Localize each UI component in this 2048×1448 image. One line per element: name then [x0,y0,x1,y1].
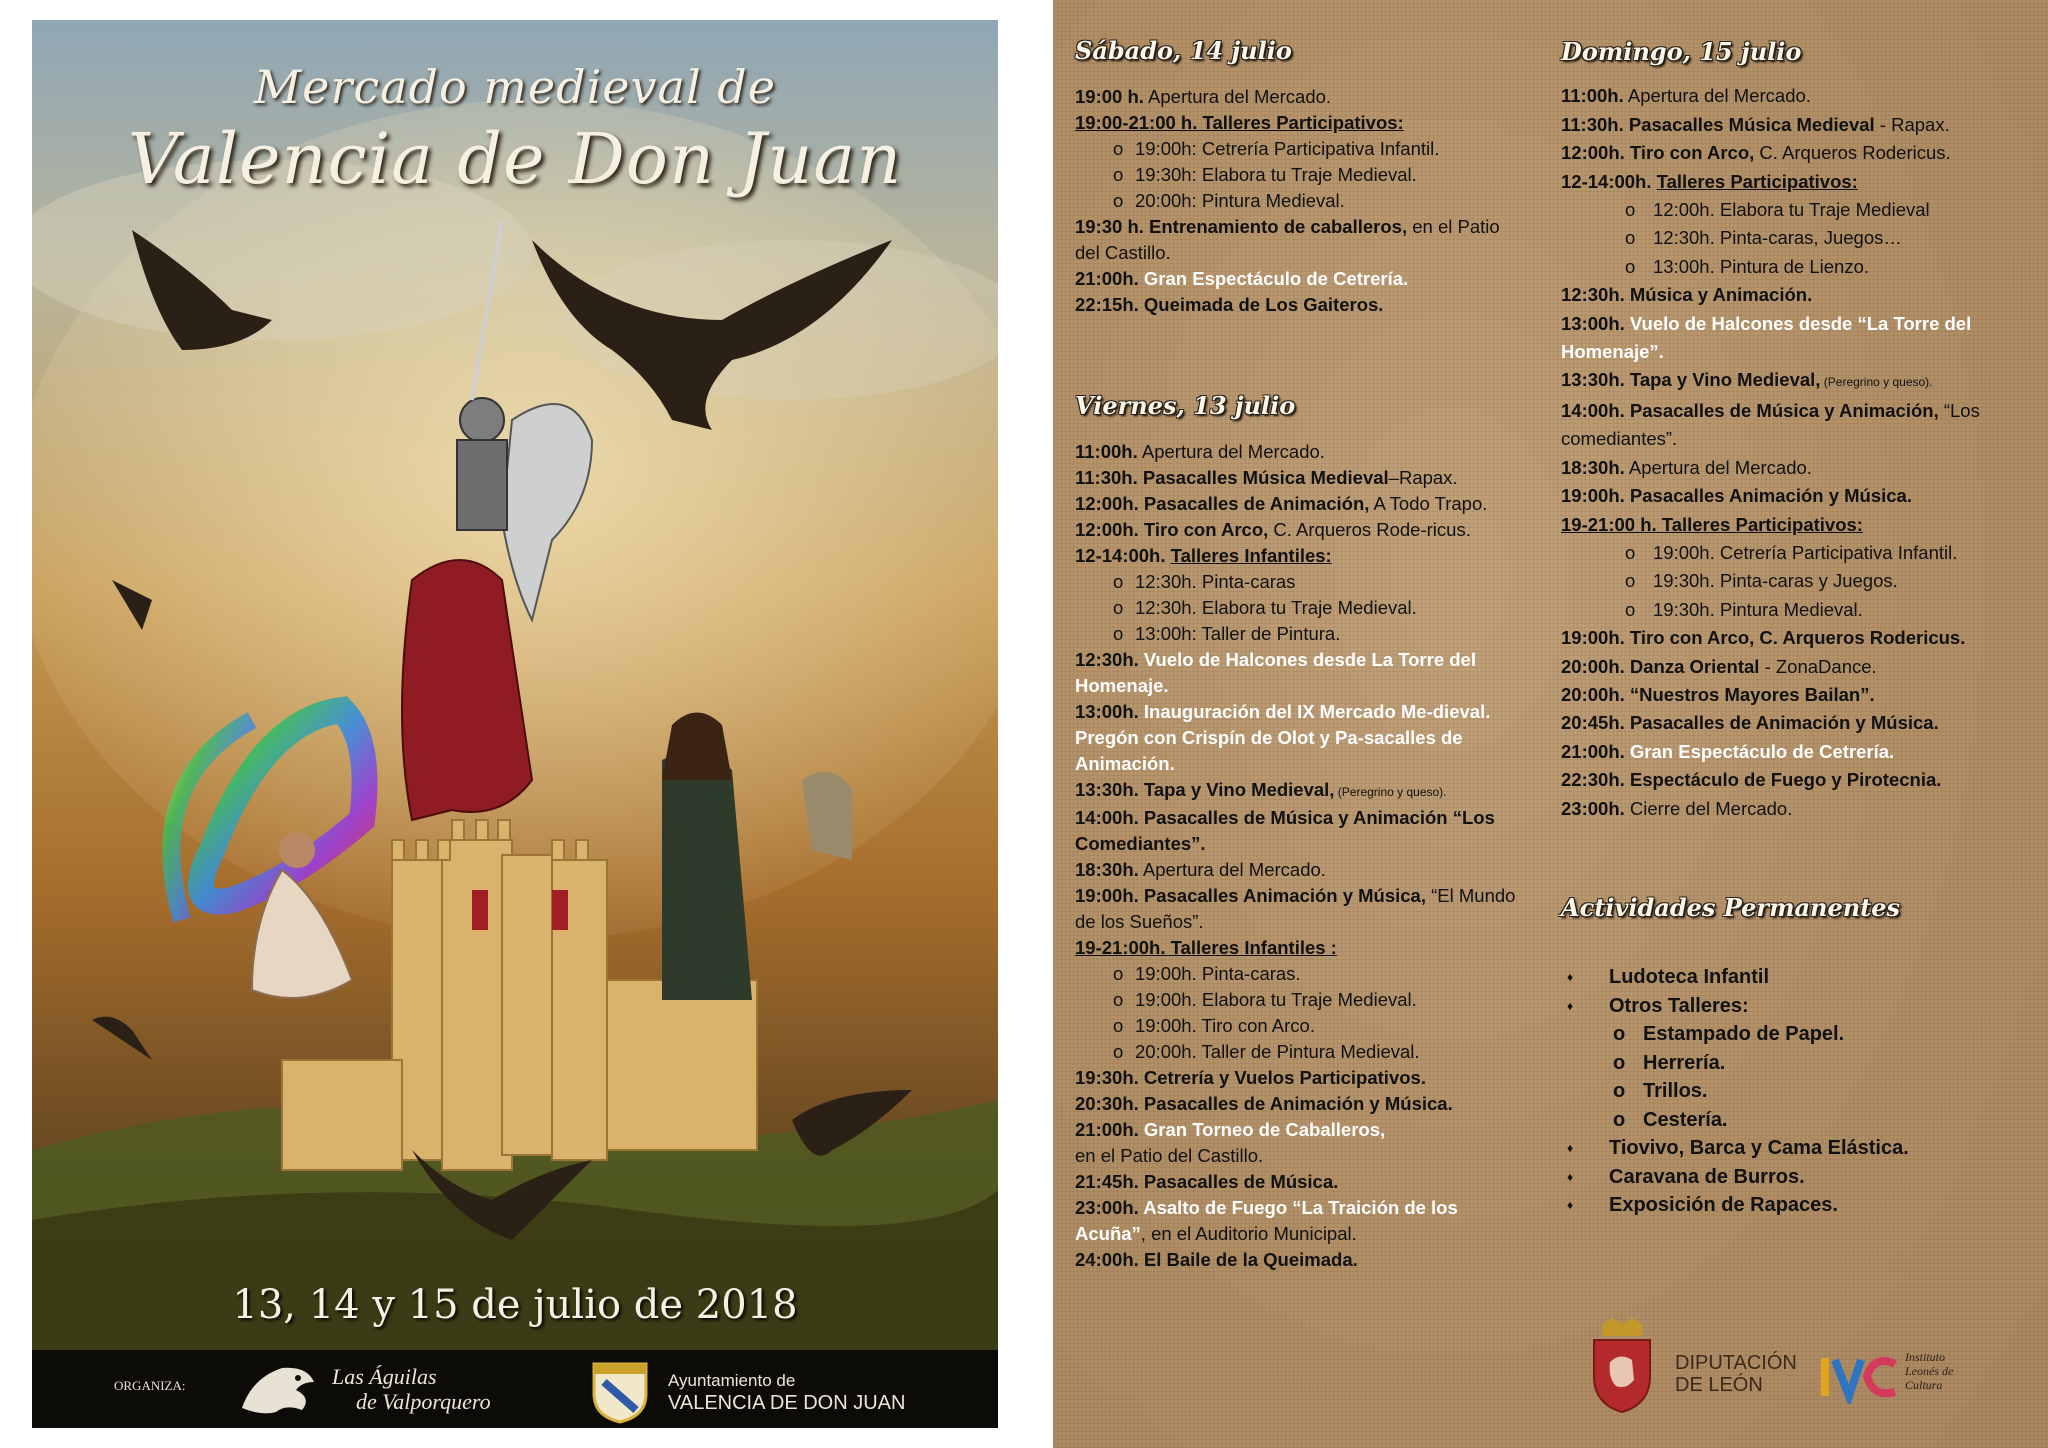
schedule-line: 20:00h. Danza Oriental - ZonaDance. [1561,655,1877,677]
schedule-line: 11:00h. Apertura del Mercado. [1561,85,1811,107]
schedule-line: 11:00h. Apertura del Mercado. [1075,441,1325,462]
sabado-heading: Sábado, 14 julio [1075,36,1292,65]
activity-item: ♦ Tiovivo, Barca y Cama Elástica. [1561,1134,2041,1163]
schedule-line: 21:00h. Gran Espectáculo de Cetrería. [1075,268,1409,289]
activity-item: ♦ Exposición de Rapaces. [1561,1191,2041,1220]
activity-subitem: o Herrería. [1561,1049,2041,1078]
schedule-line: 23:00h. Asalto de Fuego “La Traición de los Acuña”, en el Auditorio Municipal. [1075,1197,1458,1244]
schedule-subline: o 19:30h. Pinta-caras y Juegos. [1561,567,2041,595]
schedule-line: 12-14:00h. Talleres Participativos: [1561,170,1858,192]
schedule-line: 13:30h. Tapa y Vino Medieval, (Peregrino y queso). [1561,369,1933,391]
schedule-line: 20:00h. “Nuestros Mayores Bailan”. [1561,683,1875,705]
schedule-subline: o 12:30h. Elabora tu Traje Medieval. [1075,595,1525,621]
schedule-subline: o 13:00h. Pintura de Lienzo. [1561,253,2041,281]
schedule-line: 19-21:00h. Talleres Infantiles : [1075,937,1337,958]
schedule-line: 12-14:00h. Talleres Infantiles: [1075,545,1332,566]
schedule-subline: o 19:00h: Cetrería Participativa Infantil. [1075,136,1525,162]
schedule-line: 19:00-21:00 h. Talleres Participativos: [1075,112,1404,133]
sabado-section [1075,38,1525,318]
schedule-subline: o 19:30h: Elabora tu Traje Medieval. [1075,162,1525,188]
schedule-line: 18:30h. Apertura del Mercado. [1075,859,1326,880]
schedule-line: 21:45h. Pasacalles de Música. [1075,1171,1339,1192]
schedule-line: 24:00h. El Baile de la Queimada. [1075,1249,1358,1270]
schedule-subline: o 20:00h: Pintura Medieval. [1075,188,1525,214]
schedule-subline: o 19:00h. Tiro con Arco. [1075,1013,1525,1039]
schedule-line: 12:00h. Tiro con Arco, C. Arqueros Rodericus. [1561,142,1951,164]
schedule-line: 19:30 h. Entrenamiento de caballeros, en el Patio del Castillo. [1075,216,1500,263]
schedule-subline: o 19:00h. Cetrería Participativa Infantil. [1561,539,2041,567]
domingo-section [1561,38,2041,823]
schedule-line: 12:00h. Tiro con Arco, C. Arqueros Rode-ricus. [1075,519,1471,540]
org1-line1: Las Águilas [332,1364,437,1389]
schedule-line: 19:00h. Pasacalles Animación y Música. [1561,485,1912,507]
schedule-line: 19:30h. Cetrería y Vuelos Participativos. [1075,1067,1426,1088]
schedule-line: 21:00h. Gran Espectáculo de Cetrería. [1561,740,1895,762]
schedule-subline: o 19:00h. Pinta-caras. [1075,961,1525,987]
schedule-line: 13:30h. Tapa y Vino Medieval, (Peregrino y queso). [1075,779,1447,800]
ilc-line1: Instituto [1905,1350,1946,1364]
schedule-line: 11:30h. Pasacalles Música Medieval–Rapax. [1075,467,1458,488]
program-panel [1053,0,2048,1448]
activity-subitem: o Trillos. [1561,1077,2041,1106]
schedule-line: 12:30h. Vuelo de Halcones desde La Torre del Homenaje. [1075,649,1476,696]
schedule-line: 13:00h. Vuelo de Halcones desde “La Torre del Homenaje”. [1561,312,1972,363]
schedule-line: 14:00h. Pasacalles de Música y Animación “Los Comediantes”. [1075,807,1495,854]
schedule-line: 19:00 h. Apertura del Mercado. [1075,86,1332,107]
org2-line1: Ayuntamiento de [668,1371,796,1390]
ilc-line3: Cultura [1905,1378,1943,1392]
ilc-text [1905,1350,1953,1392]
diputacion-line1: DIPUTACIÓN [1675,1352,1797,1374]
viernes-heading: Viernes, 13 julio [1075,391,1296,420]
activity-item: ♦ Otros Talleres: [1561,992,2041,1021]
org2-line2: VALENCIA DE DON JUAN [668,1392,906,1414]
schedule-subline: o 19:00h. Elabora tu Traje Medieval. [1075,987,1525,1013]
schedule-line: 12:30h. Música y Animación. [1561,284,1813,306]
schedule-subline: o 13:00h: Taller de Pintura. [1075,621,1525,647]
permanentes-heading: Actividades Permanentes [1561,893,1901,922]
poster-title-line1: Mercado medieval de [254,60,776,114]
schedule-line: 14:00h. Pasacalles de Música y Animación, “Los comediantes”. [1561,399,1980,450]
schedule-line: 19-21:00 h. Talleres Participativos: [1561,513,1863,535]
schedule-line: 12:00h. Pasacalles de Animación, A Todo Trapo. [1075,493,1488,514]
schedule-line: 23:00h. Cierre del Mercado. [1561,797,1793,819]
poster-dates: 13, 14 y 15 de julio de 2018 [232,1282,798,1328]
schedule-line: 18:30h. Apertura del Mercado. [1561,456,1812,478]
schedule-subline: o 12:00h. Elabora tu Traje Medieval [1561,196,2041,224]
schedule-line: 19:00h. Tiro con Arco, C. Arqueros Rodericus. [1561,627,1966,649]
activity-item: ♦ Ludoteca Infantil [1561,963,2041,992]
permanentes-section [1561,895,2041,1220]
ilc-logo-icon [1815,1352,1901,1404]
town-shield-icon [588,1358,652,1424]
organiza-label: ORGANIZA: [114,1378,186,1393]
eagle-logo-icon [232,1358,322,1420]
poster-illustration [32,20,998,1428]
domingo-heading: Domingo, 15 julio [1561,37,1802,66]
schedule-subline: o 19:30h. Pintura Medieval. [1561,596,2041,624]
schedule-line: 13:00h. Inauguración del IX Mercado Me-dieval. Pregón con Crispín de Olot y Pa-sacalles de Animación. [1075,701,1491,774]
poster [32,20,998,1428]
org1-line2: de Valporquero [356,1389,491,1414]
schedule-line: 20:45h. Pasacalles de Animación y Música. [1561,712,1939,734]
schedule-line: 22:30h. Espectáculo de Fuego y Pirotecnia. [1561,769,1942,791]
schedule-line: 21:00h. Gran Torneo de Caballeros, en el Patio del Castillo. [1075,1119,1386,1166]
schedule-line: 22:15h. Queimada de Los Gaiteros. [1075,294,1384,315]
activity-subitem: o Cestería. [1561,1106,2041,1135]
viernes-section [1075,393,1525,1273]
schedule-subline: o 20:00h. Taller de Pintura Medieval. [1075,1039,1525,1065]
poster-footer [32,1350,998,1428]
ayuntamiento-text [668,1370,905,1414]
las-aguilas-text [332,1364,491,1414]
activity-subitem: o Estampado de Papel. [1561,1020,2041,1049]
schedule-subline: o 12:30h. Pinta-caras [1075,569,1525,595]
schedule-line: 11:30h. Pasacalles Música Medieval - Rapax. [1561,113,1950,135]
schedule-line: 20:30h. Pasacalles de Animación y Música. [1075,1093,1453,1114]
poster-title-line2: Valencia de Don Juan [127,118,903,200]
diputacion-line2: DE LEÓN [1675,1374,1763,1396]
ilc-line2: Leonés de [1905,1364,1954,1378]
schedule-line: 19:00h. Pasacalles Animación y Música, “El Mundo de los Sueños”. [1075,885,1516,932]
diputacion-text [1675,1352,1797,1396]
activity-item: ♦ Caravana de Burros. [1561,1163,2041,1192]
schedule-subline: o 12:30h. Pinta-caras, Juegos… [1561,224,2041,252]
diputacion-leon-logo-icon [1582,1318,1662,1414]
